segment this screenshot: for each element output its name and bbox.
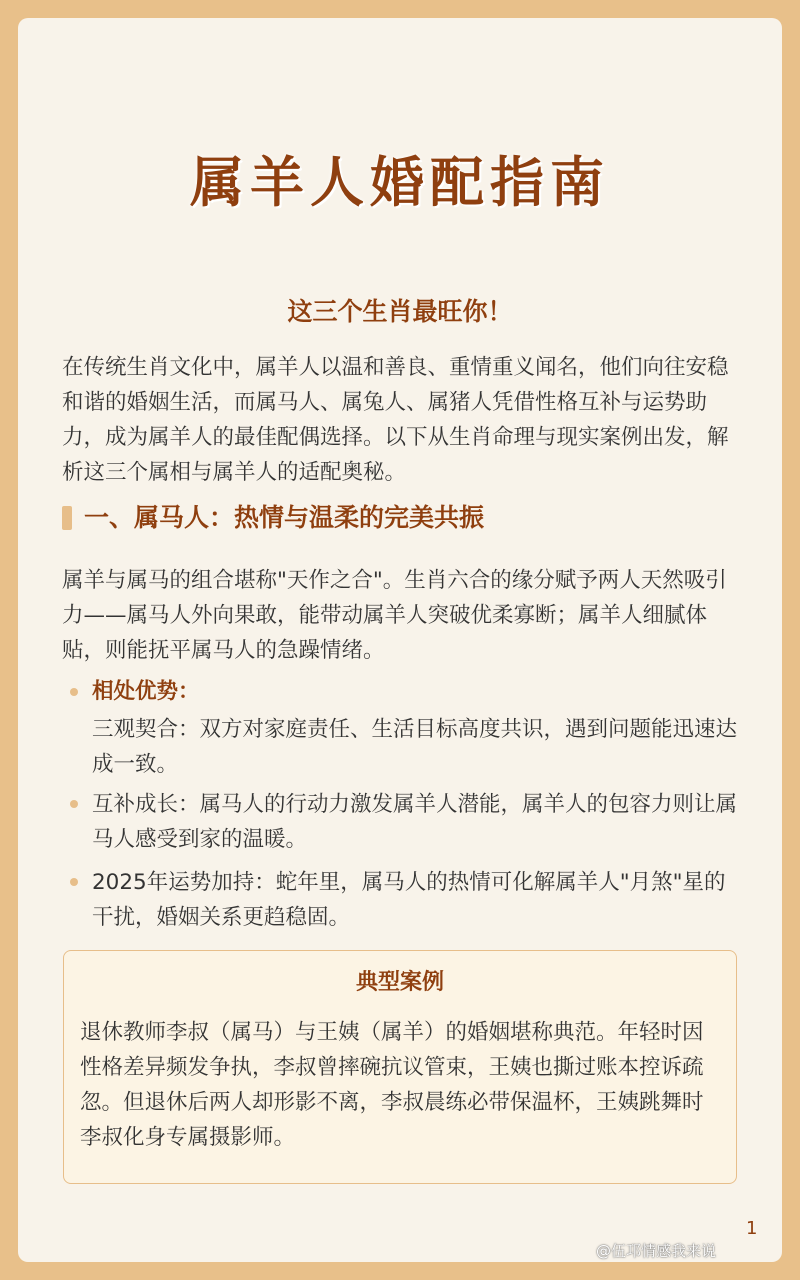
bullet-dot (70, 688, 78, 696)
section-title: 一、属马人：热情与温柔的完美共振 (84, 503, 485, 532)
watermark: @伍邛情感我来说 (596, 1242, 717, 1260)
intro-paragraph: 在传统生肖文化中，属羊人以温和善良、重情重义闻名，他们向往安稳和谐的婚姻生活，而属马人、属兔人、属猪人凭借性格互补与运势助力，成为属羊人的最佳配偶选择。以下从生肖命理与现实案例出发，解析这三个属相与属羊人的适配奥秘。 (62, 355, 729, 485)
list-item: 2025年运势加持：蛇年里，属马人的热情可化解属羊人"月煞"星的干扰，婚姻关系更趋稳固。 (92, 870, 726, 930)
bullet-dot (70, 800, 78, 808)
case-paragraph: 退休教师李叔（属马）与王姨（属羊）的婚姻堪称典范。年轻时因性格差异频发争执，李叔曾摔碗抗议管束，王姨也撕过账本控诉疏忽。但退休后两人却形影不离，李叔晨练必带保温杯，王姨跳舞时李叔化身专属摄影师。 (80, 1020, 704, 1150)
section-heading (62, 498, 742, 538)
list-item: 三观契合：双方对家庭责任、生活目标高度共识，遇到问题能迅速达成一致。 (92, 717, 738, 777)
advantage-label: 相处优势： (92, 679, 200, 704)
case-title: 典型案例 (355, 970, 444, 995)
list-item: 互补成长：属马人的行动力激发属羊人潜能，属羊人的包容力则让属马人感受到家的温暖。 (92, 792, 738, 852)
bullet-dot (70, 878, 78, 886)
page-number: 1 (746, 1218, 758, 1239)
section-paragraph: 属羊与属马的组合堪称"天作之合"。生肖六合的缘分赋予两人天然吸引力——属马人外向果敢，能带动属羊人突破优柔寡断；属羊人细腻体贴，则能抚平属马人的急躁情绪。 (62, 568, 727, 663)
case-box (63, 950, 737, 1184)
section-marker (62, 506, 72, 530)
page-subtitle: 这三个生肖最旺你！ (287, 297, 513, 326)
page-title: 属羊人婚配指南 (190, 150, 610, 214)
